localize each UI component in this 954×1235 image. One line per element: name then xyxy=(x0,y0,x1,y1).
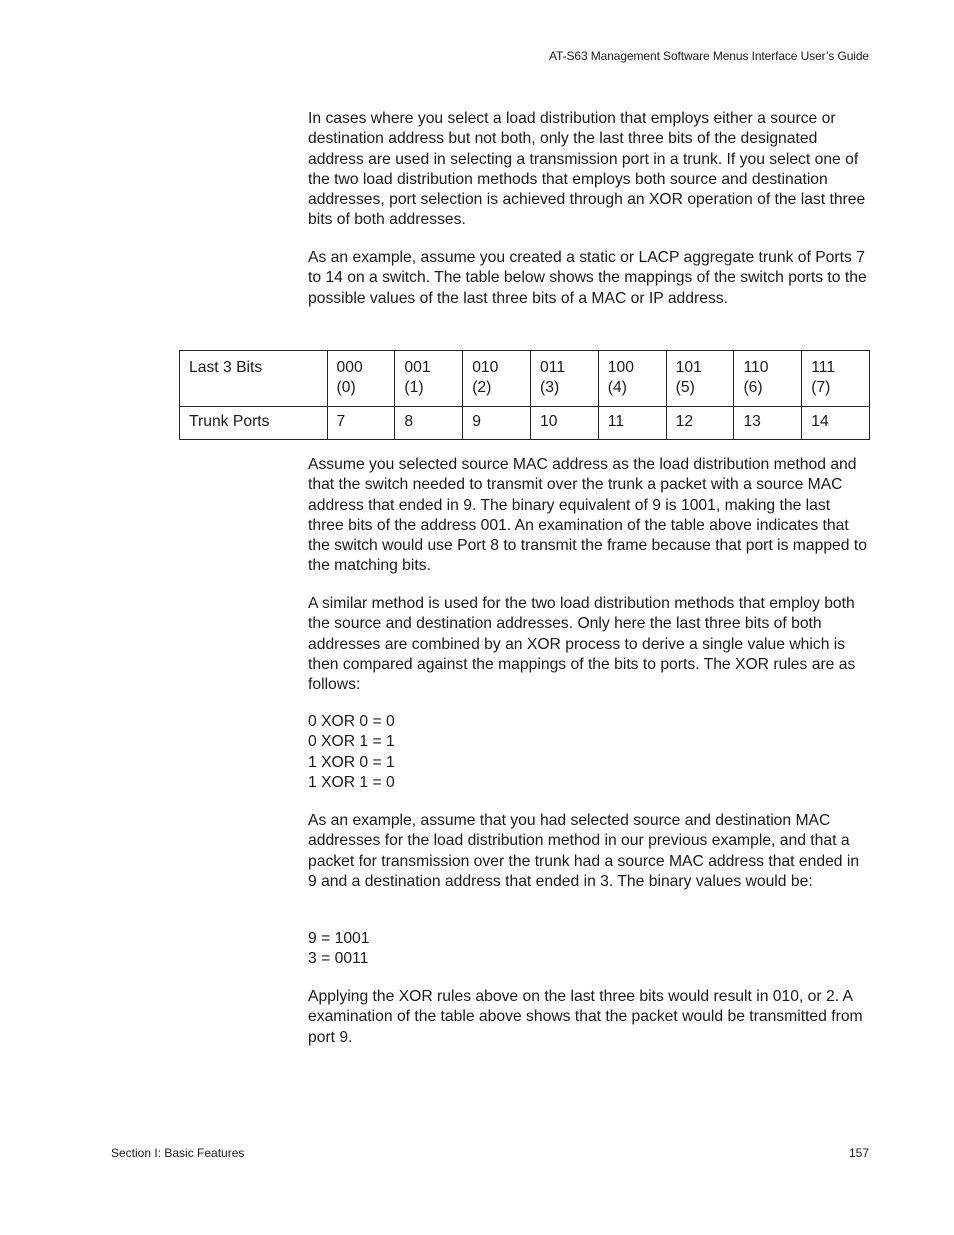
port-cell: 7 xyxy=(327,407,395,440)
binary-value: 9 = 1001 xyxy=(308,930,370,947)
xor-rule: 0 XOR 0 = 0 xyxy=(308,713,395,730)
table-row-trunk-ports xyxy=(180,407,870,440)
port-cell: 8 xyxy=(395,407,463,440)
xor-rules-list xyxy=(308,712,870,793)
binary-values-list xyxy=(308,929,870,970)
bits-cell xyxy=(734,351,802,407)
bits-binary: 101 xyxy=(675,359,702,376)
footer-section: Section I: Basic Features xyxy=(111,1146,245,1160)
xor-rule: 0 XOR 1 = 1 xyxy=(308,733,395,751)
port-cell: 9 xyxy=(463,407,531,440)
paragraph-load-distribution xyxy=(308,109,870,231)
paragraph-text: As an example, assume you created a static or LACP aggregate trunk of Ports 7 to 14 on a switch. The table below shows the mappings of the switch ports to the possible values of the last three bits of a MAC or IP address. xyxy=(308,249,867,307)
port-cell: 13 xyxy=(734,407,802,440)
bits-decimal: (0) xyxy=(336,379,356,396)
bits-decimal: (6) xyxy=(743,379,763,396)
paragraph-xor-method xyxy=(308,594,870,695)
xor-rule: 1 XOR 0 = 1 xyxy=(308,753,395,771)
paragraph-text: A similar method is used for the two load distribution methods that employ both the source and destination addresses. Only here the last three bits of both addresses are combined by an XOR process to derive a single value which is then compared against the mappings of the bits to ports. The XOR rules are as follows: xyxy=(308,595,856,694)
paragraph-text: In cases where you select a load distribution that employs either a source or destination address but not both, only the last three bits of the designated address are used in selecting a transmission port in a trunk. If you select one of the two load distribution methods that employs both source and destination addresses, port selection is achieved through an XOR operation of the last three bits of both addresses. xyxy=(308,110,866,229)
paragraph-text: Assume you selected source MAC address as the load distribution method and that the switch needed to transmit over the trunk a packet with a source MAC address that ended in 9. The binary equivalent of 9 is 1001, making the last three bits of the address 001. An examination of the table above indicates that the switch would use Port 8 to transmit the frame because that port is mapped to the matching bits. xyxy=(308,456,867,575)
bits-cell xyxy=(327,351,395,407)
bits-binary: 100 xyxy=(607,359,634,376)
bits-binary: 011 xyxy=(540,359,566,376)
xor-rule: 1 XOR 1 = 0 xyxy=(308,773,395,791)
running-header: AT-S63 Management Software Menus Interface User’s Guide xyxy=(549,49,869,63)
port-cell: 12 xyxy=(666,407,734,440)
page-number: 157 xyxy=(848,1146,869,1160)
bits-binary: 110 xyxy=(743,359,769,376)
paragraph-xor-result xyxy=(308,987,870,1048)
bits-binary: 001 xyxy=(404,359,431,376)
bits-binary: 000 xyxy=(336,359,363,376)
bits-cell xyxy=(463,351,531,407)
paragraph-source-mac-example xyxy=(308,455,870,577)
bits-decimal: (4) xyxy=(607,379,627,396)
bits-decimal: (3) xyxy=(540,379,560,396)
bits-decimal: (2) xyxy=(472,379,492,396)
bits-cell xyxy=(598,351,666,407)
bits-decimal: (1) xyxy=(404,379,424,396)
bits-to-ports-table xyxy=(179,350,870,440)
bits-binary: 111 xyxy=(811,359,836,376)
row-header-last-3-bits: Last 3 Bits xyxy=(180,351,328,407)
row-header-trunk-ports: Trunk Ports xyxy=(180,407,328,440)
table-row-last-3-bits xyxy=(180,351,870,407)
port-cell: 11 xyxy=(598,407,666,440)
paragraph-text: As an example, assume that you had selected source and destination MAC addresses for the load distribution method in our previous example, and that a packet for transmission over the trunk had a source MAC address that ended in 9 and a destination address that ended in 3. The binary values would be: xyxy=(308,812,860,890)
port-cell: 14 xyxy=(802,407,870,440)
bits-decimal: (7) xyxy=(811,379,831,396)
bits-cell xyxy=(802,351,870,407)
paragraph-example-trunk xyxy=(308,248,870,309)
bits-cell xyxy=(395,351,463,407)
paragraph-text: Applying the XOR rules above on the last three bits would result in 010, or 2. A examination of the table above shows that the packet would be transmitted from port 9. xyxy=(308,988,863,1046)
bits-cell xyxy=(531,351,599,407)
paragraph-xor-example xyxy=(308,811,870,892)
bits-decimal: (5) xyxy=(675,379,695,396)
bits-cell xyxy=(666,351,734,407)
binary-value: 3 = 0011 xyxy=(308,950,369,968)
port-cell: 10 xyxy=(531,407,599,440)
bits-binary: 010 xyxy=(472,359,499,376)
